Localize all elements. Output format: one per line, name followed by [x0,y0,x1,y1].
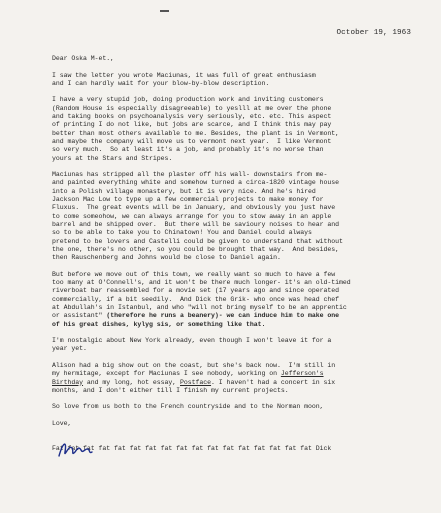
salutation: Dear Oska M-et., [52,55,115,62]
paragraph-6-text-b: and my long, hot essay, [83,378,181,386]
paragraph-4-bold: (therefore he runs a beanery)- we can induce him to make one of his great dishes, kylyg sis, or something like that. [52,312,340,328]
punch-mark [160,10,169,12]
paragraph-3: Maciunas has stripped all the plaster off his wall- downstairs from me- and painted everything white and somehow turned a circa-1820 vintage house into a Polish village monastery, but it is very nice. And he's hired Jackson Mac Low to type up a few commercial projects to make money for Fluxus. The great events will be in January, and obviously you just have to come someohow, we can always arrange for you to stow away in an apple barrel and be shipped over. But there will be savioury noises to hear and so to be able to take you to Chinatown! You and Daniel could always pretend to be lovers and Castelli could be given to understand that without the one, there's no other, so you could be brought that way. And besides, then Rauschenberg and Johns would be close to Daniel again. [52,171,343,262]
paragraph-6-text-a: Alison had a big show out on the coast, but she's back now. I'm still in my hermitage, except for Maciunas I see nobody, working on [52,361,336,378]
paragraph-1: I saw the letter you wrote Maciunas, it was full of great enthusiasm and I can hardly wait for your blow-by-blow description. [52,71,316,87]
paragraph-6-text-c: . I haven't had a concert in six months, and I don't either till I finish my current projects. [52,378,336,394]
closing: Love, [52,420,72,428]
sign-off: Fat fat fat fat fat fat fat fat fat fat fat fat fat fat fat fat fat Dick [52,445,332,453]
paragraph-5: I'm nostalgic about New York already, even though I won't leave it for a year yet. [52,337,332,353]
paragraph-7: So love from us both to the French countryside and to the Norman moon, [52,403,324,411]
paragraph-6 [52,362,422,395]
title-postface: Postface [180,378,212,386]
letter-body [52,55,422,462]
paragraph-4 [52,271,422,329]
paragraph-2: I have a very stupid job, doing production work and inviting customers (Random House is especially disagreeable) to yeslll at me over the phone and taking books on psychoanalysis very seriously, etc. etc. This aspect of printing I do not like, but jobs are scarce, and I think this may pay better than most others available to me. Besides, the plant is in Vermont, and maybe the company will move us to vermont next year. I like Vermont so very much. So at least it's a job, and probably it's no worse than yours at the Stars and Stripes. [52,96,340,162]
letter-date: October 19, 1963 [336,29,411,37]
paragraph-4-text: But before we move out of this town, we really want so much to have a few too many at O'Connell's, and it won't be there much longer- it's an old-timed riverboat bar reassembled for a movie set (17 years ago and since operated commercially, if a bit seedily. And Dick the Grik- who once was head chef at Abdullah's in Istanbul, and who "will not bring myself to be an apprentic or assistant" [52,270,351,320]
title-jeffersons-birthday: Jefferson's Birthday [52,370,324,386]
handwritten-signature [55,436,95,464]
